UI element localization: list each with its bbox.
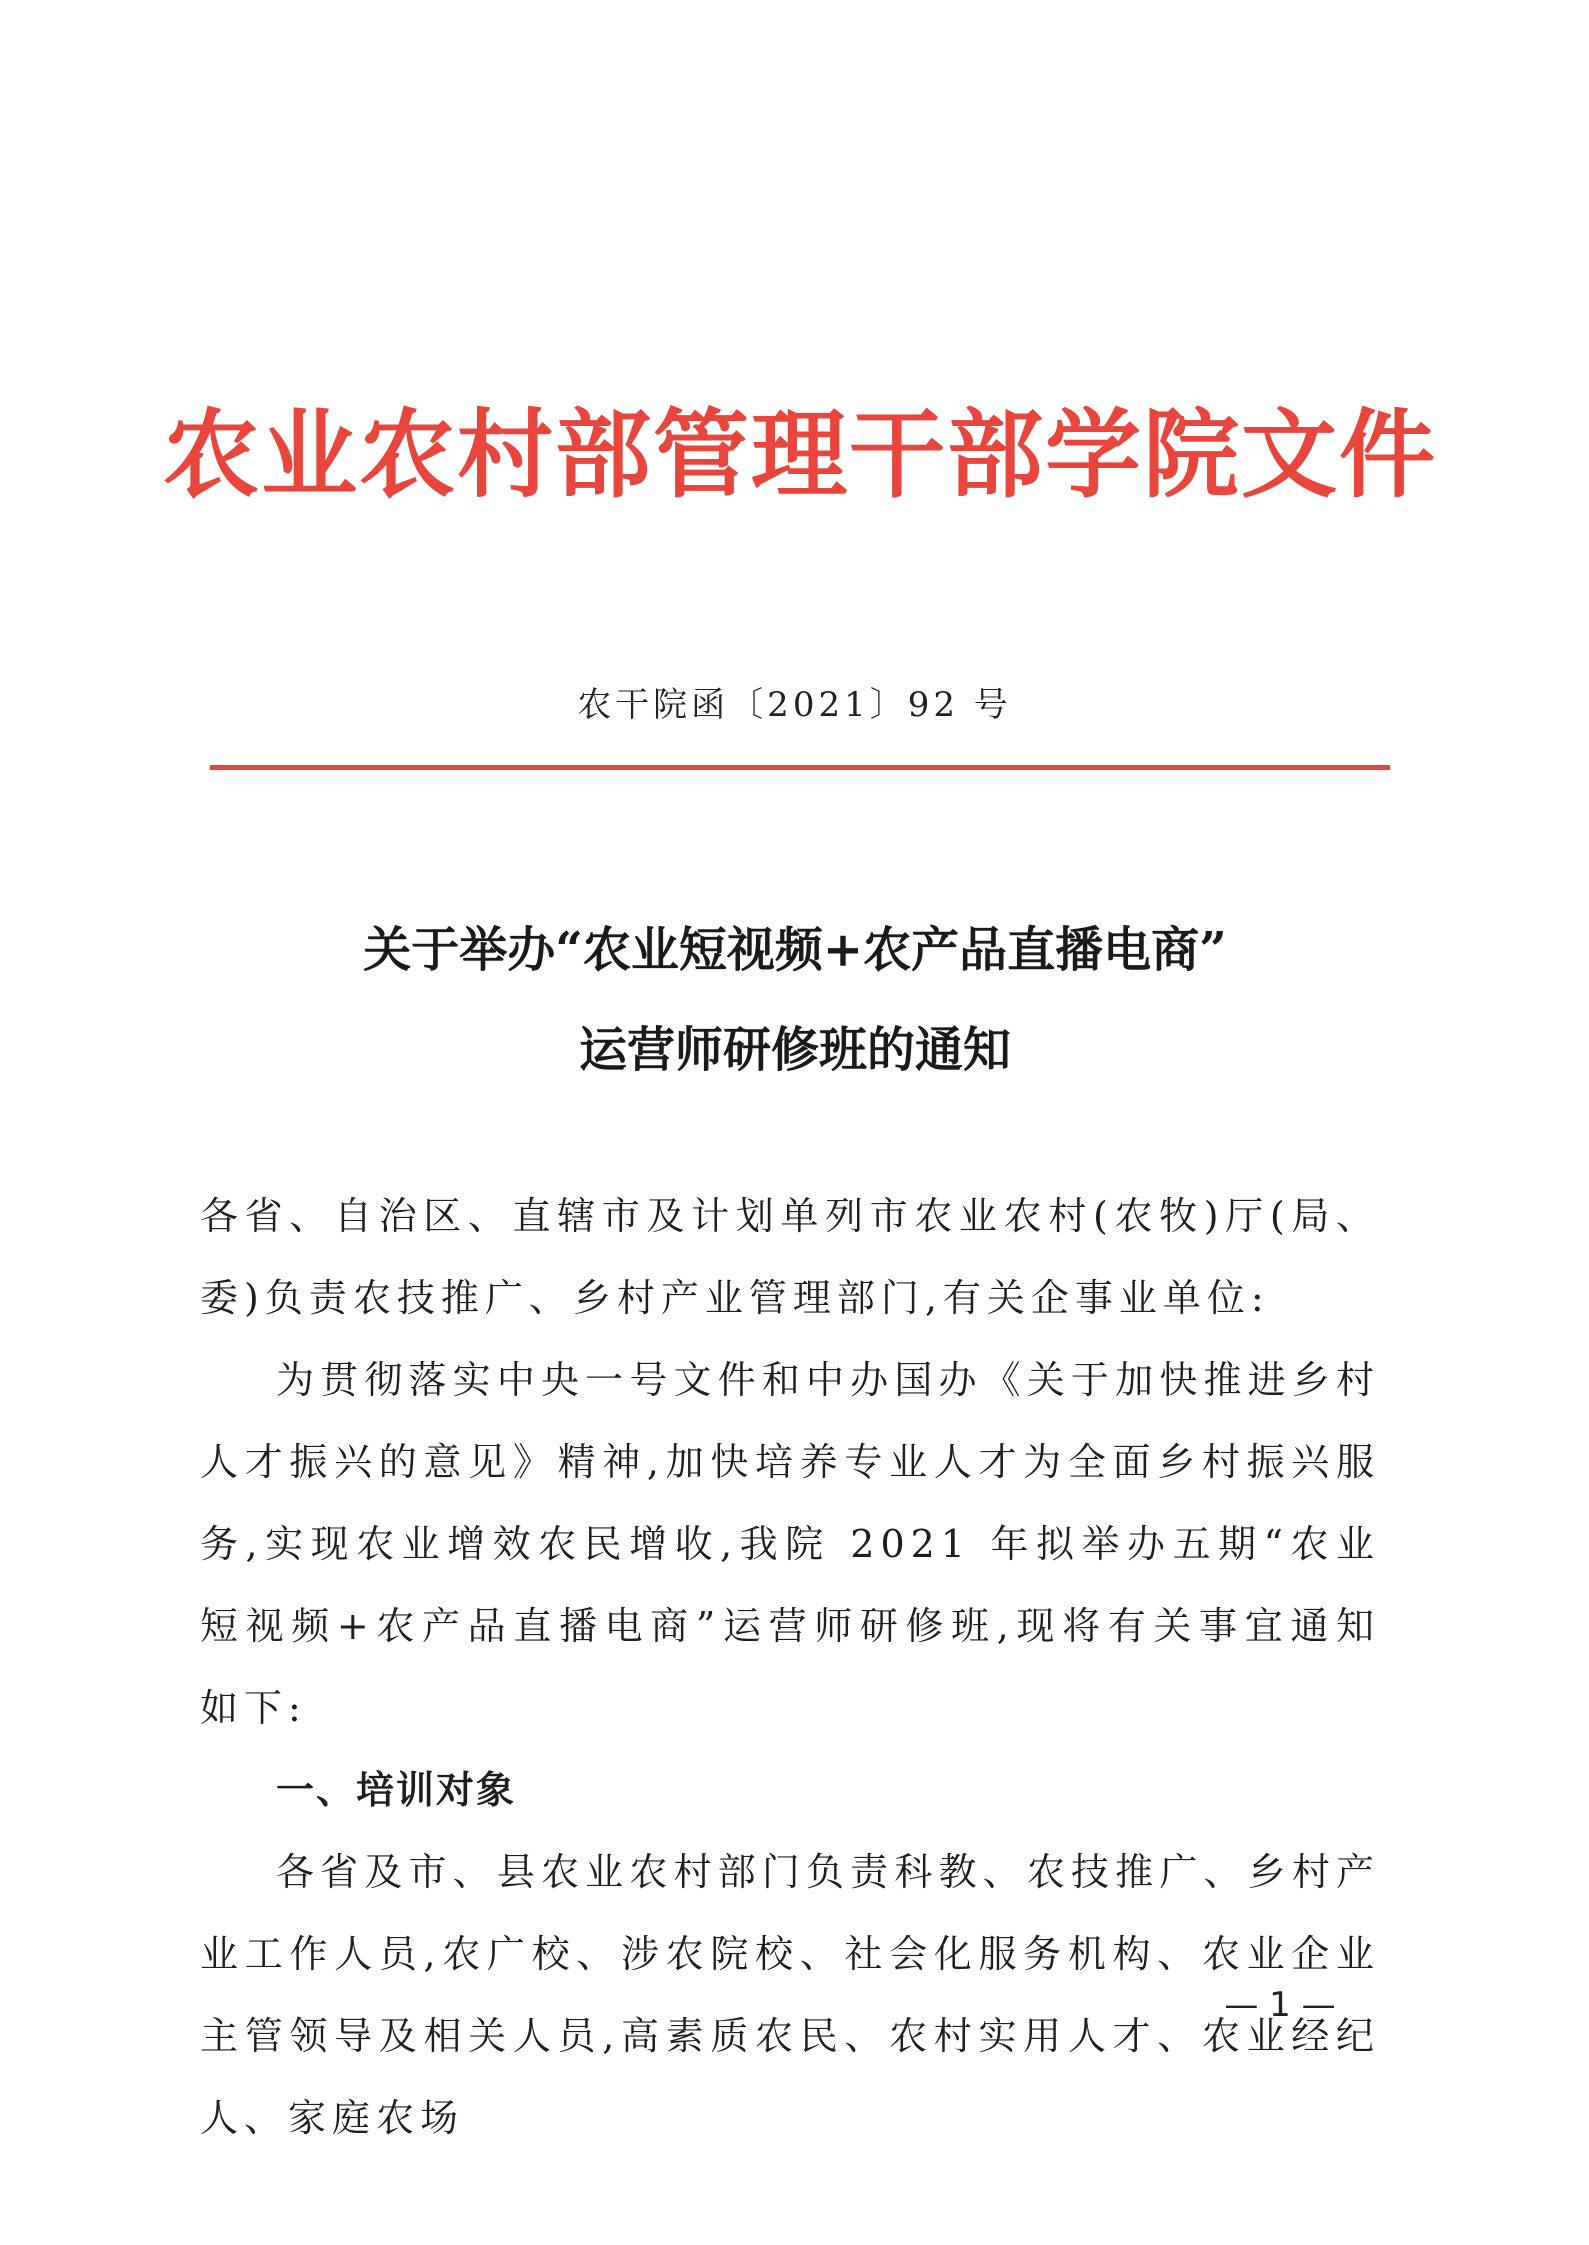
notice-title-line-2: 运营师研修班的通知 xyxy=(578,1022,1011,1078)
page-number: — 1 — xyxy=(1224,1985,1336,2025)
masthead-title: 农业农村部管理干部学院文件 xyxy=(163,398,1437,511)
notice-title-line-1: 关于举办“农业短视频+农产品直播电商” xyxy=(363,922,1227,978)
red-divider-line xyxy=(210,765,1390,770)
section-heading-training-targets: 一、培训对象 xyxy=(276,1768,517,1812)
addressee-paragraph: 各省、自治区、直辖市及计划单列市农业农村(农牧)厅(局、委)负责农技推广、乡村产业管理部门,有关企事业单位: xyxy=(200,1194,1380,1320)
intro-paragraph: 为贯彻落实中央一号文件和中办国办《关于加快推进乡村人才振兴的意见》精神,加快培养专业人才为全面乡村振兴服务,实现农业增效农民增收,我院 2021 年拟举办五期“农业短视频+农产品直播电商”运营师研修班,现将有关事宜通知如下: xyxy=(200,1358,1380,1730)
training-targets-paragraph: 各省及市、县农业农村部门负责科教、农技推广、乡村产业工作人员,农广校、涉农院校、社会化服务机构、农业企业主管领导及相关人员,高素质农民、农村实用人才、农业经纪人、家庭农场 xyxy=(200,1850,1380,2140)
document-number: 农干院函〔2021〕92 号 xyxy=(577,685,1012,725)
